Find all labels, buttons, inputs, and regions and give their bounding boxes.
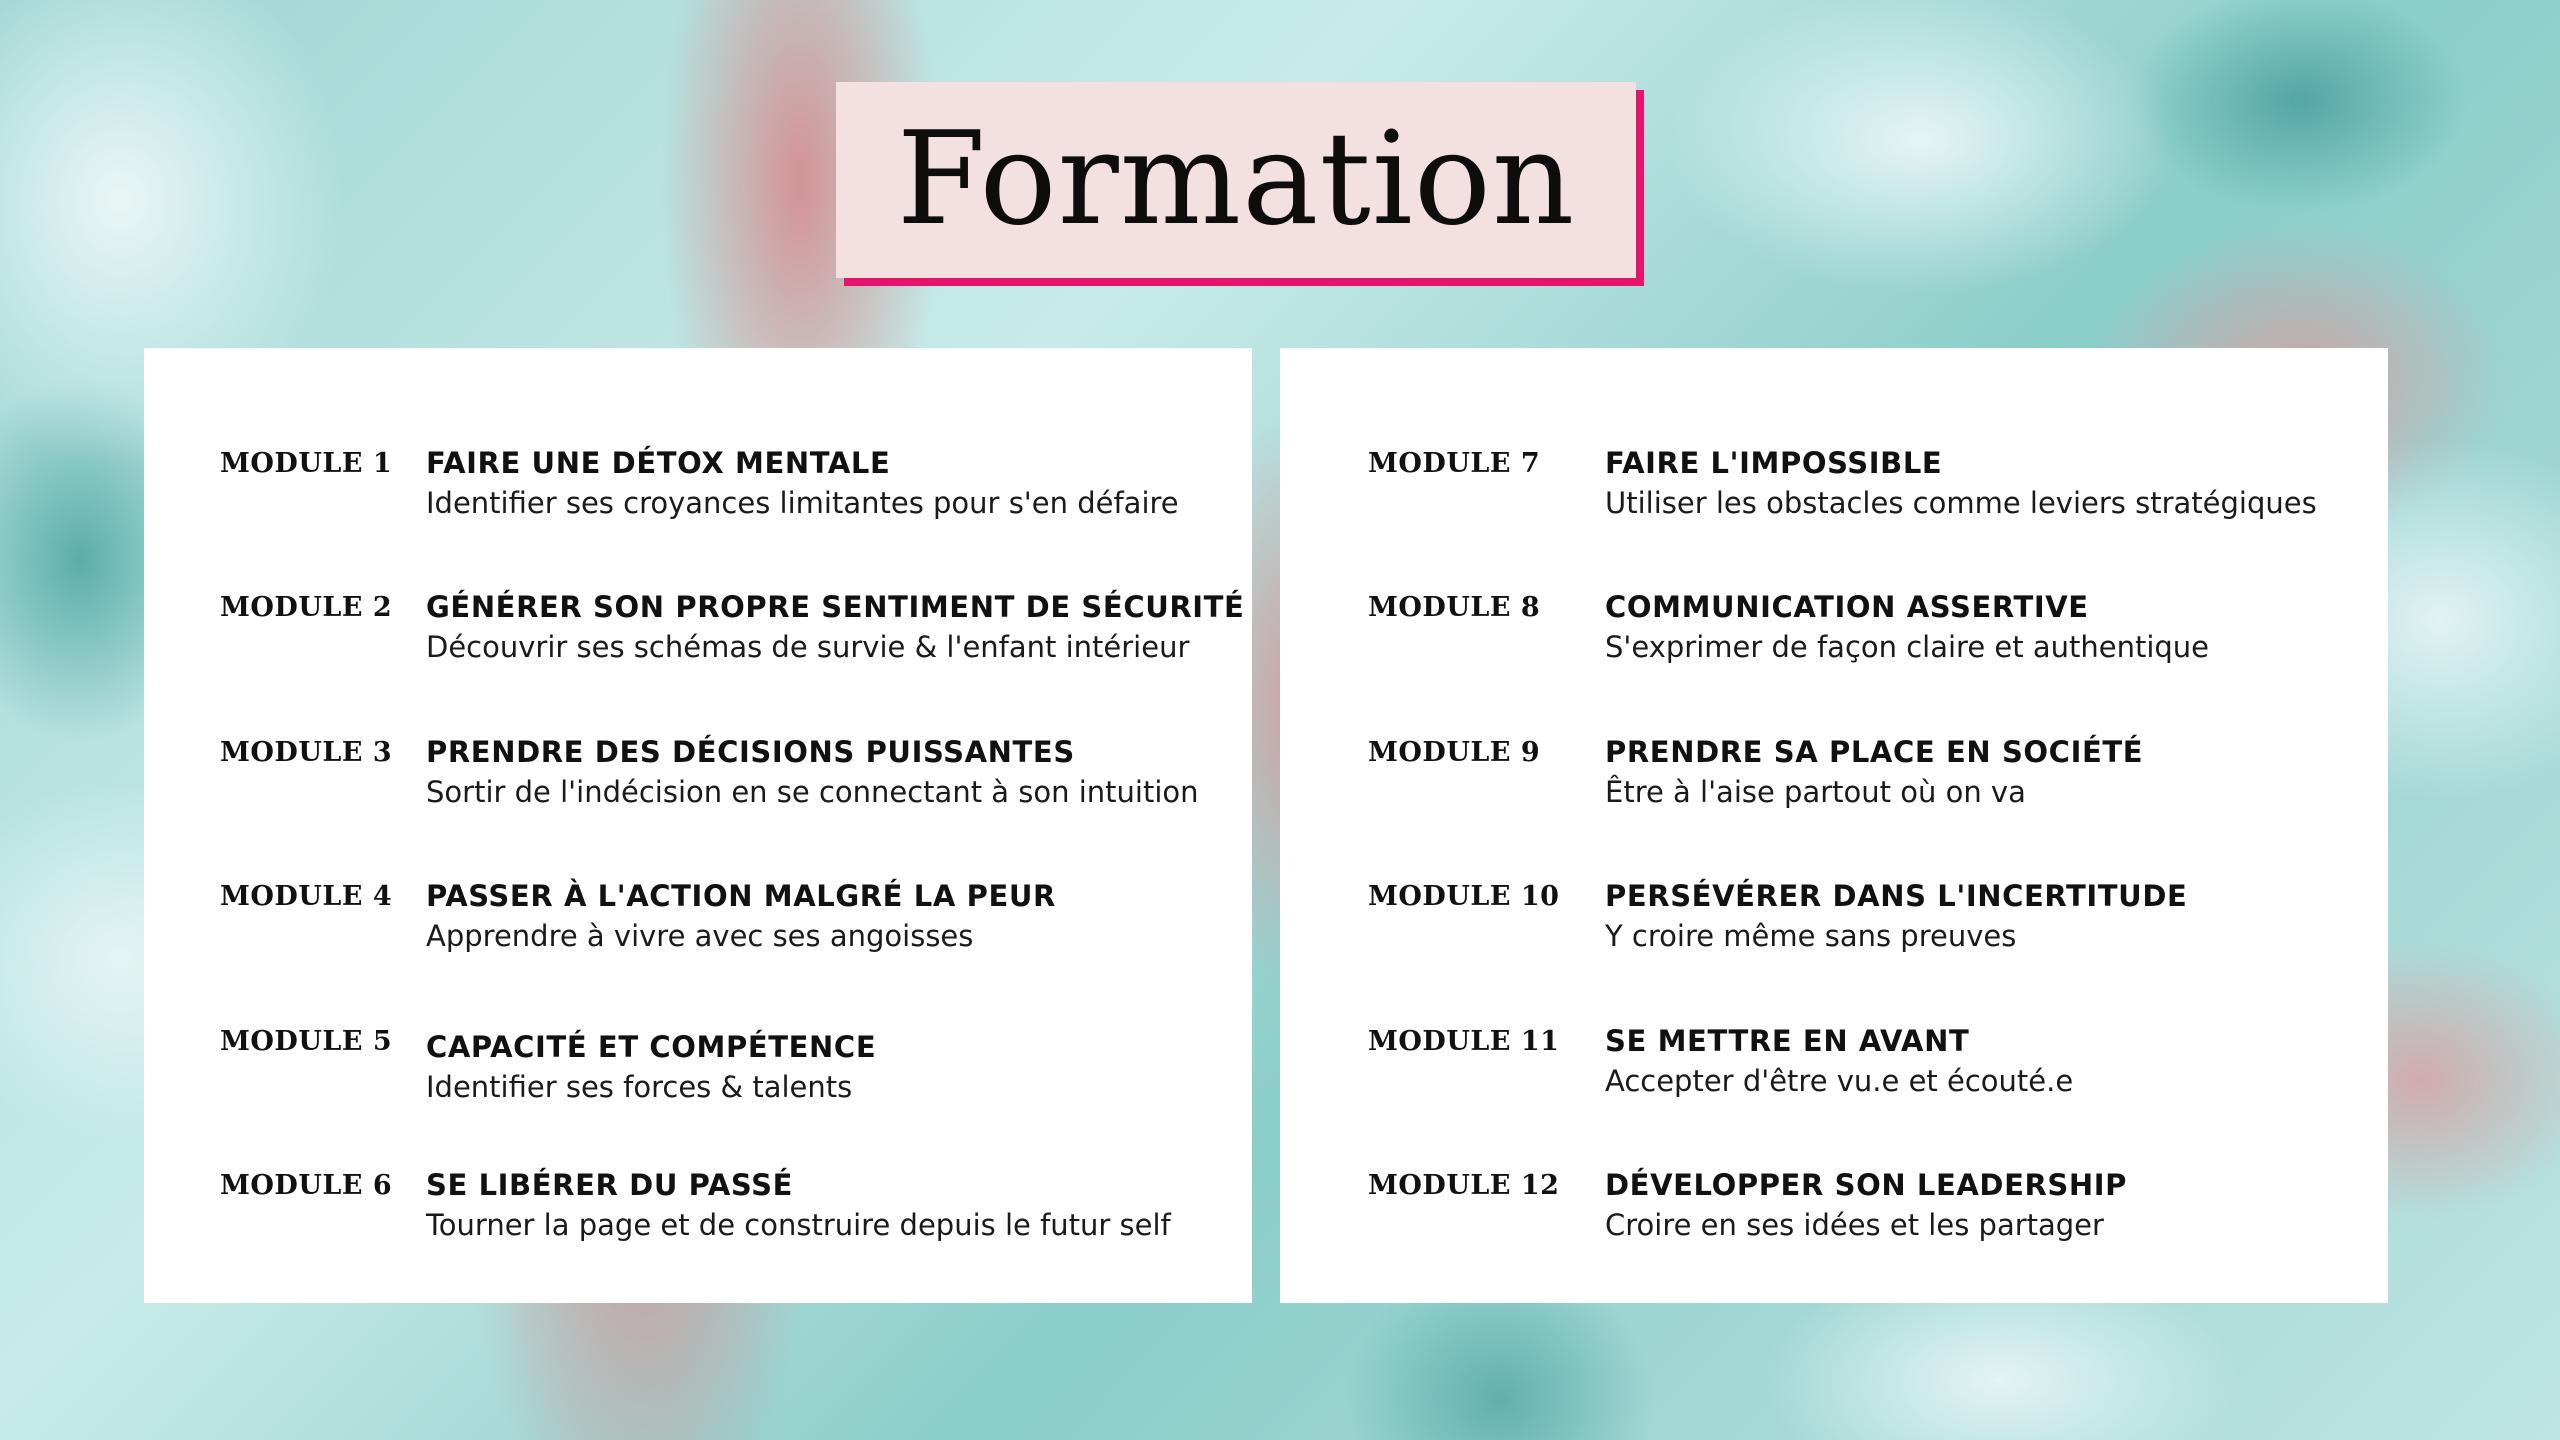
module-item	[1280, 590, 2388, 700]
module-subtitle: Tourner la page et de construire depuis le futur self	[426, 1208, 1171, 1242]
module-label: MODULE 6	[220, 1170, 393, 1201]
module-item	[144, 1024, 1252, 1134]
module-title: COMMUNICATION ASSERTIVE	[1605, 590, 2089, 624]
module-title: PASSER À L'ACTION MALGRÉ LA PEUR	[426, 879, 1056, 913]
module-title: PRENDRE DES DÉCISIONS PUISSANTES	[426, 735, 1075, 769]
module-item	[144, 446, 1252, 556]
modules-panel-left	[144, 348, 1252, 1303]
module-label: MODULE 5	[220, 1026, 393, 1057]
module-item	[1280, 879, 2388, 989]
page-title: Formation	[896, 105, 1576, 254]
module-label: MODULE 2	[220, 592, 393, 623]
module-subtitle: Apprendre à vivre avec ses angoisses	[426, 919, 974, 953]
module-item	[1280, 1168, 2388, 1278]
module-title: CAPACITÉ ET COMPÉTENCE	[426, 1030, 877, 1064]
module-item	[1280, 1024, 2388, 1134]
module-title: DÉVELOPPER SON LEADERSHIP	[1605, 1168, 2128, 1202]
module-label: MODULE 11	[1368, 1026, 1560, 1057]
module-subtitle: Croire en ses idées et les partager	[1605, 1208, 2104, 1242]
module-label: MODULE 8	[1368, 592, 1541, 623]
module-subtitle: S'exprimer de façon claire et authentique	[1605, 630, 2210, 664]
module-subtitle: Y croire même sans preuves	[1605, 919, 2017, 953]
module-label: MODULE 9	[1368, 737, 1541, 768]
module-label: MODULE 10	[1368, 881, 1560, 912]
module-title: PRENDRE SA PLACE EN SOCIÉTÉ	[1605, 735, 2144, 769]
module-label: MODULE 3	[220, 737, 393, 768]
module-item	[144, 879, 1252, 989]
module-subtitle: Sortir de l'indécision en se connectant à son intuition	[426, 775, 1199, 809]
module-item	[1280, 735, 2388, 845]
module-subtitle: Utiliser les obstacles comme leviers stratégiques	[1605, 486, 2317, 520]
module-subtitle: Découvrir ses schémas de survie & l'enfant intérieur	[426, 630, 1190, 664]
module-label: MODULE 12	[1368, 1170, 1560, 1201]
module-subtitle: Identifier ses forces & talents	[426, 1070, 853, 1104]
title-box	[836, 82, 1636, 278]
module-subtitle: Identifier ses croyances limitantes pour s'en défaire	[426, 486, 1179, 520]
modules-panel-right	[1280, 348, 2388, 1303]
module-title: GÉNÉRER SON PROPRE SENTIMENT DE SÉCURITÉ	[426, 590, 1245, 624]
module-label: MODULE 4	[220, 881, 393, 912]
module-title: SE METTRE EN AVANT	[1605, 1024, 1970, 1058]
module-title: FAIRE L'IMPOSSIBLE	[1605, 446, 1943, 480]
module-item	[144, 735, 1252, 845]
module-label: MODULE 7	[1368, 448, 1541, 479]
module-item	[144, 590, 1252, 700]
module-title: SE LIBÉRER DU PASSÉ	[426, 1168, 793, 1202]
module-subtitle: Accepter d'être vu.e et écouté.e	[1605, 1064, 2074, 1098]
module-subtitle: Être à l'aise partout où on va	[1605, 775, 2026, 809]
module-item	[1280, 446, 2388, 556]
module-label: MODULE 1	[220, 448, 393, 479]
module-title: FAIRE UNE DÉTOX MENTALE	[426, 446, 891, 480]
module-item	[144, 1168, 1252, 1278]
module-title: PERSÉVÉRER DANS L'INCERTITUDE	[1605, 879, 2188, 913]
